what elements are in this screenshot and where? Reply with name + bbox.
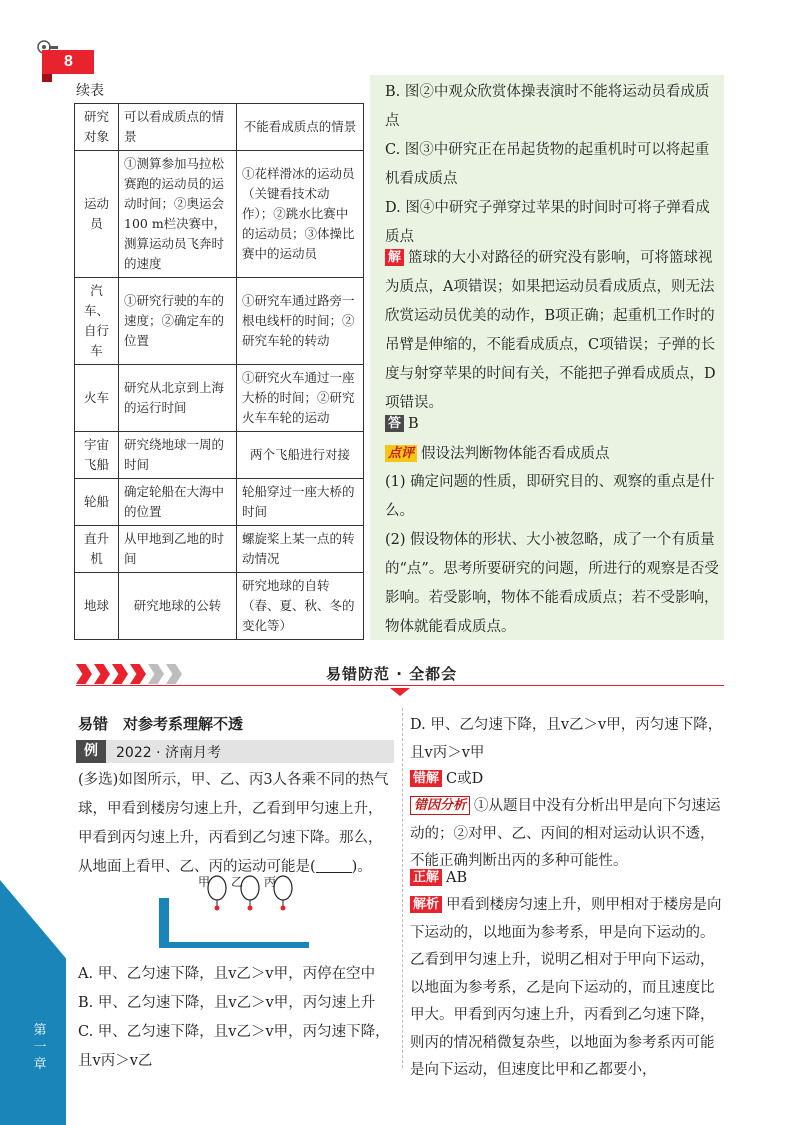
jiexi-block (410, 892, 724, 1085)
jie-text: 篮球的大小对路径的研究没有影响，可将篮球视为质点，A项错误；如果把运动员看成质点，则无法欣赏运动员优美的动作，B项正确；起重机工作时的吊臂是伸缩的，不能看成质点，C项错误；子弹的长度与射穿苹果的时间有关，不能把子弹看成质点，D项错误。 (385, 250, 716, 411)
table-header-row (75, 104, 364, 151)
table-cell: ①花样滑冰的运动员（关键看技术动作）；②跳水比赛中的运动员；③体操比赛中的运动员 (237, 151, 364, 278)
table-row (75, 151, 364, 278)
building-icon (159, 898, 169, 948)
table-cell: 从甲地到乙地的时间 (119, 526, 237, 573)
table-cell: 汽车、自行车 (75, 278, 119, 365)
arrow-icon (112, 664, 128, 684)
table-cell: 确定轮船在大海中的位置 (119, 479, 237, 526)
question-end: )。 (351, 859, 372, 875)
option-b-right: B. 图②中观众欣赏体操表演时不能将运动员看成质点 (385, 84, 710, 129)
example-tag: 例 (76, 740, 106, 763)
jiexi-text: 甲看到楼房匀速上升，则甲相对于楼房是向下运动的，以地面为参考系，甲是向下运动的。乙看到甲匀速上升，说明乙相对于甲向下运动，以地面为参考系，乙是向下运动的，而且速度比甲大。甲看到丙匀速上升，丙看到乙匀速下降，则丙的情况稍微复杂些，以地面为参考系丙可能是向下运动，但速度比甲和乙都要小， (410, 897, 722, 1078)
answer-block (385, 410, 721, 439)
table-cell: 直升机 (75, 526, 119, 573)
dianping-point-2: (2) 假设物体的形状、大小被忽略，成了一个有质量的“点”。思考所要研究的问题，所进行的观察是否受影响。若受影响，物体不能看成质点；若不受影响，物体就能看成质点。 (385, 532, 719, 635)
zhengjie-block (410, 865, 724, 893)
example-source: 2022 · 济南月考 (116, 745, 221, 761)
answer-text: B (408, 416, 419, 432)
cuojie-text: C或D (446, 771, 484, 787)
balloon-label-yi: 乙 (231, 875, 244, 889)
yicuo-title: 易错 对参考系理解不透 (78, 715, 244, 733)
example-bar (76, 740, 394, 763)
dianping-block (385, 440, 721, 469)
table-cell: 轮船 (75, 479, 119, 526)
arrow-icon (166, 664, 182, 684)
dianping-title: 假设法判断物体能否看成质点 (421, 446, 610, 462)
cuoyin-block (410, 793, 724, 876)
section-arrows (76, 664, 184, 684)
balloon-bing-icon (274, 876, 292, 911)
table-cell: 螺旋桨上某一点的转动情况 (237, 526, 364, 573)
table-cell: 研究地球的公转 (119, 573, 237, 640)
page-number: 8 (42, 50, 94, 74)
table-cell: ①研究火车通过一座大桥的时间；②研究火车车轮的运动 (237, 365, 364, 432)
table-row (75, 526, 364, 573)
column-divider (402, 708, 403, 1068)
balloon-label-jia: 甲 (198, 875, 211, 889)
balloon-yi-icon (241, 876, 259, 911)
option-c-left: C. 甲、乙匀速下降，且v乙＞v甲，丙匀速下降，且v丙＞v乙 (78, 1024, 390, 1069)
cuoyin-tag: 错因分析 (410, 796, 470, 815)
jiexi-tag: 解析 (410, 896, 442, 913)
answer-tag: 答 (385, 415, 404, 432)
table-header-cell: 不能看成质点的情景 (237, 104, 364, 151)
table-row (75, 573, 364, 640)
option-d-right: D. 图④中研究子弹穿过苹果的时间时可将子弹看成质点 (385, 200, 710, 245)
side-band (0, 880, 66, 1125)
dianping-point-1: (1) 确定问题的性质，即研究目的、观察的重点是什么。 (385, 474, 715, 519)
cuoyin-text: ①从题目中没有分析出甲是向下匀速运动的；②对甲、乙、丙间的相对运动认识不透，不能正确判断出丙的多种可能性。 (410, 798, 721, 869)
section-bar (76, 662, 724, 686)
table-cell: 研究从北京到上海的运行时间 (119, 365, 237, 432)
zhengjie-tag: 正解 (410, 869, 442, 886)
jie-tag: 解 (385, 249, 404, 266)
arrow-icon (130, 664, 146, 684)
table-cell: ①研究行驶的车的速度；②确定车的位置 (119, 278, 237, 365)
section-title: 易错防范 · 全都会 (326, 665, 458, 683)
cuojie-block (410, 766, 724, 794)
table-cell: 火车 (75, 365, 119, 432)
option-d-left: D. 甲、乙匀速下降，且v乙＞v甲，丙匀速下降，且v丙＞v甲 (410, 717, 723, 761)
option-a-left: A. 甲、乙匀速下降，且v乙＞v甲，丙停在空中 (78, 966, 376, 982)
zhengjie-text: AB (446, 870, 468, 886)
arrow-icon (94, 664, 110, 684)
ground-line (159, 942, 309, 948)
answer-blank (316, 859, 352, 873)
table-cell: 两个飞船进行对接 (237, 432, 364, 479)
table-header-cell: 研究对象 (75, 104, 119, 151)
question-body: (多选)如图所示，甲、乙、丙3人各乘不同的热气球，甲看到楼房匀速上升，乙看到甲匀速上升，甲看到丙匀速上升，丙看到乙匀速下降。那么，从地面上看甲、乙、丙的运动可能是( (78, 772, 389, 875)
table-cell: ①测算参加马拉松赛跑的运动员的运动时间；②奥运会100 m栏决赛中，测算运动员飞奔时的速度 (119, 151, 237, 278)
table-row (75, 432, 364, 479)
continued-label: 续表 (76, 83, 104, 99)
balloon-label-bing: 丙 (264, 875, 277, 889)
table-cell: 宇宙飞船 (75, 432, 119, 479)
arrow-icon (148, 664, 164, 684)
question-text (78, 766, 394, 882)
table-header-cell: 可以看成质点的情景 (119, 104, 237, 151)
option-c-right: C. 图③中研究正在吊起货物的起重机时可以将起重机看成质点 (385, 142, 710, 187)
table-cell: 研究地球的自转（春、夏、秋、冬的变化等） (237, 573, 364, 640)
chapter-tab: 第一章 (33, 1023, 47, 1072)
dianping-tag: 点评 (385, 445, 417, 462)
concept-table (74, 103, 364, 640)
table-row (75, 365, 364, 432)
arrow-icon (76, 664, 92, 684)
jie-block (385, 244, 721, 418)
table-row (75, 278, 364, 365)
balloon-jia-icon (208, 876, 226, 911)
page-tag-flap (42, 74, 52, 82)
table-cell: ①研究车通过路旁一根电线杆的时间；②研究车轮的转动 (237, 278, 364, 365)
table-cell: 研究绕地球一周的时间 (119, 432, 237, 479)
table-cell: 轮船穿过一座大桥的时间 (237, 479, 364, 526)
table-row (75, 479, 364, 526)
table-cell: 地球 (75, 573, 119, 640)
section-marker (390, 688, 410, 696)
option-b-left: B. 甲、乙匀速下降，且v乙＞v甲，丙匀速上升 (78, 995, 376, 1011)
table-cell: 运动员 (75, 151, 119, 278)
cuojie-tag: 错解 (410, 770, 442, 787)
